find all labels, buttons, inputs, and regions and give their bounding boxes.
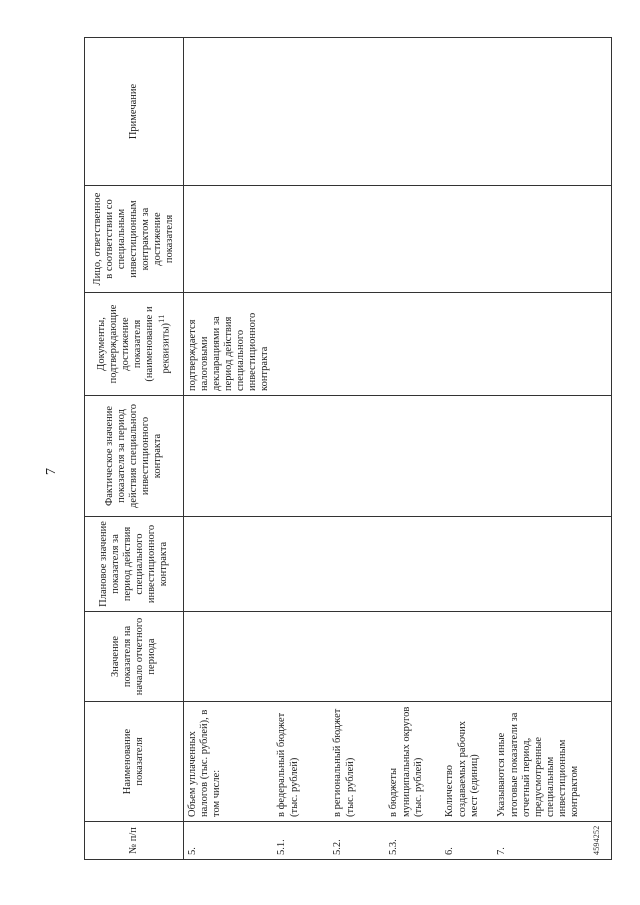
row-planned	[493, 517, 611, 612]
row-remark	[273, 38, 329, 186]
row-remark	[385, 38, 441, 186]
row-start-value	[493, 612, 611, 702]
row-num: 5.2.	[329, 822, 385, 860]
row-documents	[441, 293, 493, 396]
row-name: в региональный бюджет (тыс. рублей)	[329, 702, 385, 822]
row-actual	[441, 396, 493, 517]
row-name: в федеральный бюджет (тыс. рублей)	[273, 702, 329, 822]
table-row	[184, 38, 274, 860]
row-responsible	[493, 186, 611, 293]
table-row	[385, 38, 441, 860]
row-documents	[493, 293, 611, 396]
row-start-value	[184, 612, 274, 702]
row-actual	[184, 396, 274, 517]
table-row	[493, 38, 611, 860]
row-name: Объем уплаченных налогов (тыс. рублей), в том числе:	[184, 702, 274, 822]
row-num: 5.1.	[273, 822, 329, 860]
row-actual	[493, 396, 611, 517]
table-row	[329, 38, 385, 860]
row-start-value	[441, 612, 493, 702]
row-num: 6.	[441, 822, 493, 860]
row-planned	[441, 517, 493, 612]
table-row	[441, 38, 493, 860]
row-documents	[329, 293, 385, 396]
row-responsible	[385, 186, 441, 293]
header-responsible: Лицо, ответственное в соответствии со специальным инвестиционным контрактом за достижение показателя	[85, 186, 184, 293]
header-remark: Примечание	[85, 38, 184, 186]
header-planned: Плановое значение показателя за период действия специального инвестиционного контракта	[85, 517, 184, 612]
row-responsible	[329, 186, 385, 293]
header-num: № п/п	[85, 822, 184, 860]
row-planned	[385, 517, 441, 612]
row-start-value	[273, 612, 329, 702]
row-documents	[273, 293, 329, 396]
header-documents-text: Документы, подтверждающие достижение показателя (наименование и реквизиты)	[95, 304, 172, 384]
header-start-value: Значение показателя на начало отчетного периода	[85, 612, 184, 702]
row-name: в бюджеты муниципальных округов (тыс. рублей)	[385, 702, 441, 822]
row-remark	[184, 38, 274, 186]
header-actual: Фактическое значение показателя за период действия специального инвестиционного контракта	[85, 396, 184, 517]
row-start-value	[385, 612, 441, 702]
table-header-row	[85, 38, 184, 860]
row-documents: подтверждается налоговыми декларациями за период действия специального инвестиционного контракта	[184, 293, 274, 396]
row-num: 7.	[493, 822, 611, 860]
row-num: 5.3.	[385, 822, 441, 860]
row-responsible	[273, 186, 329, 293]
footnote-mark: 11	[155, 314, 166, 323]
table-row	[273, 38, 329, 860]
header-name: Наименование показателя	[85, 702, 184, 822]
row-remark	[329, 38, 385, 186]
row-actual	[385, 396, 441, 517]
header-documents	[85, 293, 184, 396]
row-planned	[329, 517, 385, 612]
indicators-table	[84, 37, 612, 860]
row-remark	[493, 38, 611, 186]
row-actual	[329, 396, 385, 517]
row-planned	[273, 517, 329, 612]
document-code: 4594252	[592, 825, 601, 855]
row-num: 5.	[184, 822, 274, 860]
row-responsible	[184, 186, 274, 293]
row-actual	[273, 396, 329, 517]
row-name: Количество создаваемых рабочих мест (единиц)	[441, 702, 493, 822]
row-responsible	[441, 186, 493, 293]
row-remark	[441, 38, 493, 186]
page-number: 7	[44, 468, 59, 475]
row-name: Указываются иные итоговые показатели за отчетный период, предусмотренные специальным инвестиционным контрактом	[493, 702, 611, 822]
row-start-value	[329, 612, 385, 702]
row-planned	[184, 517, 274, 612]
row-documents	[385, 293, 441, 396]
